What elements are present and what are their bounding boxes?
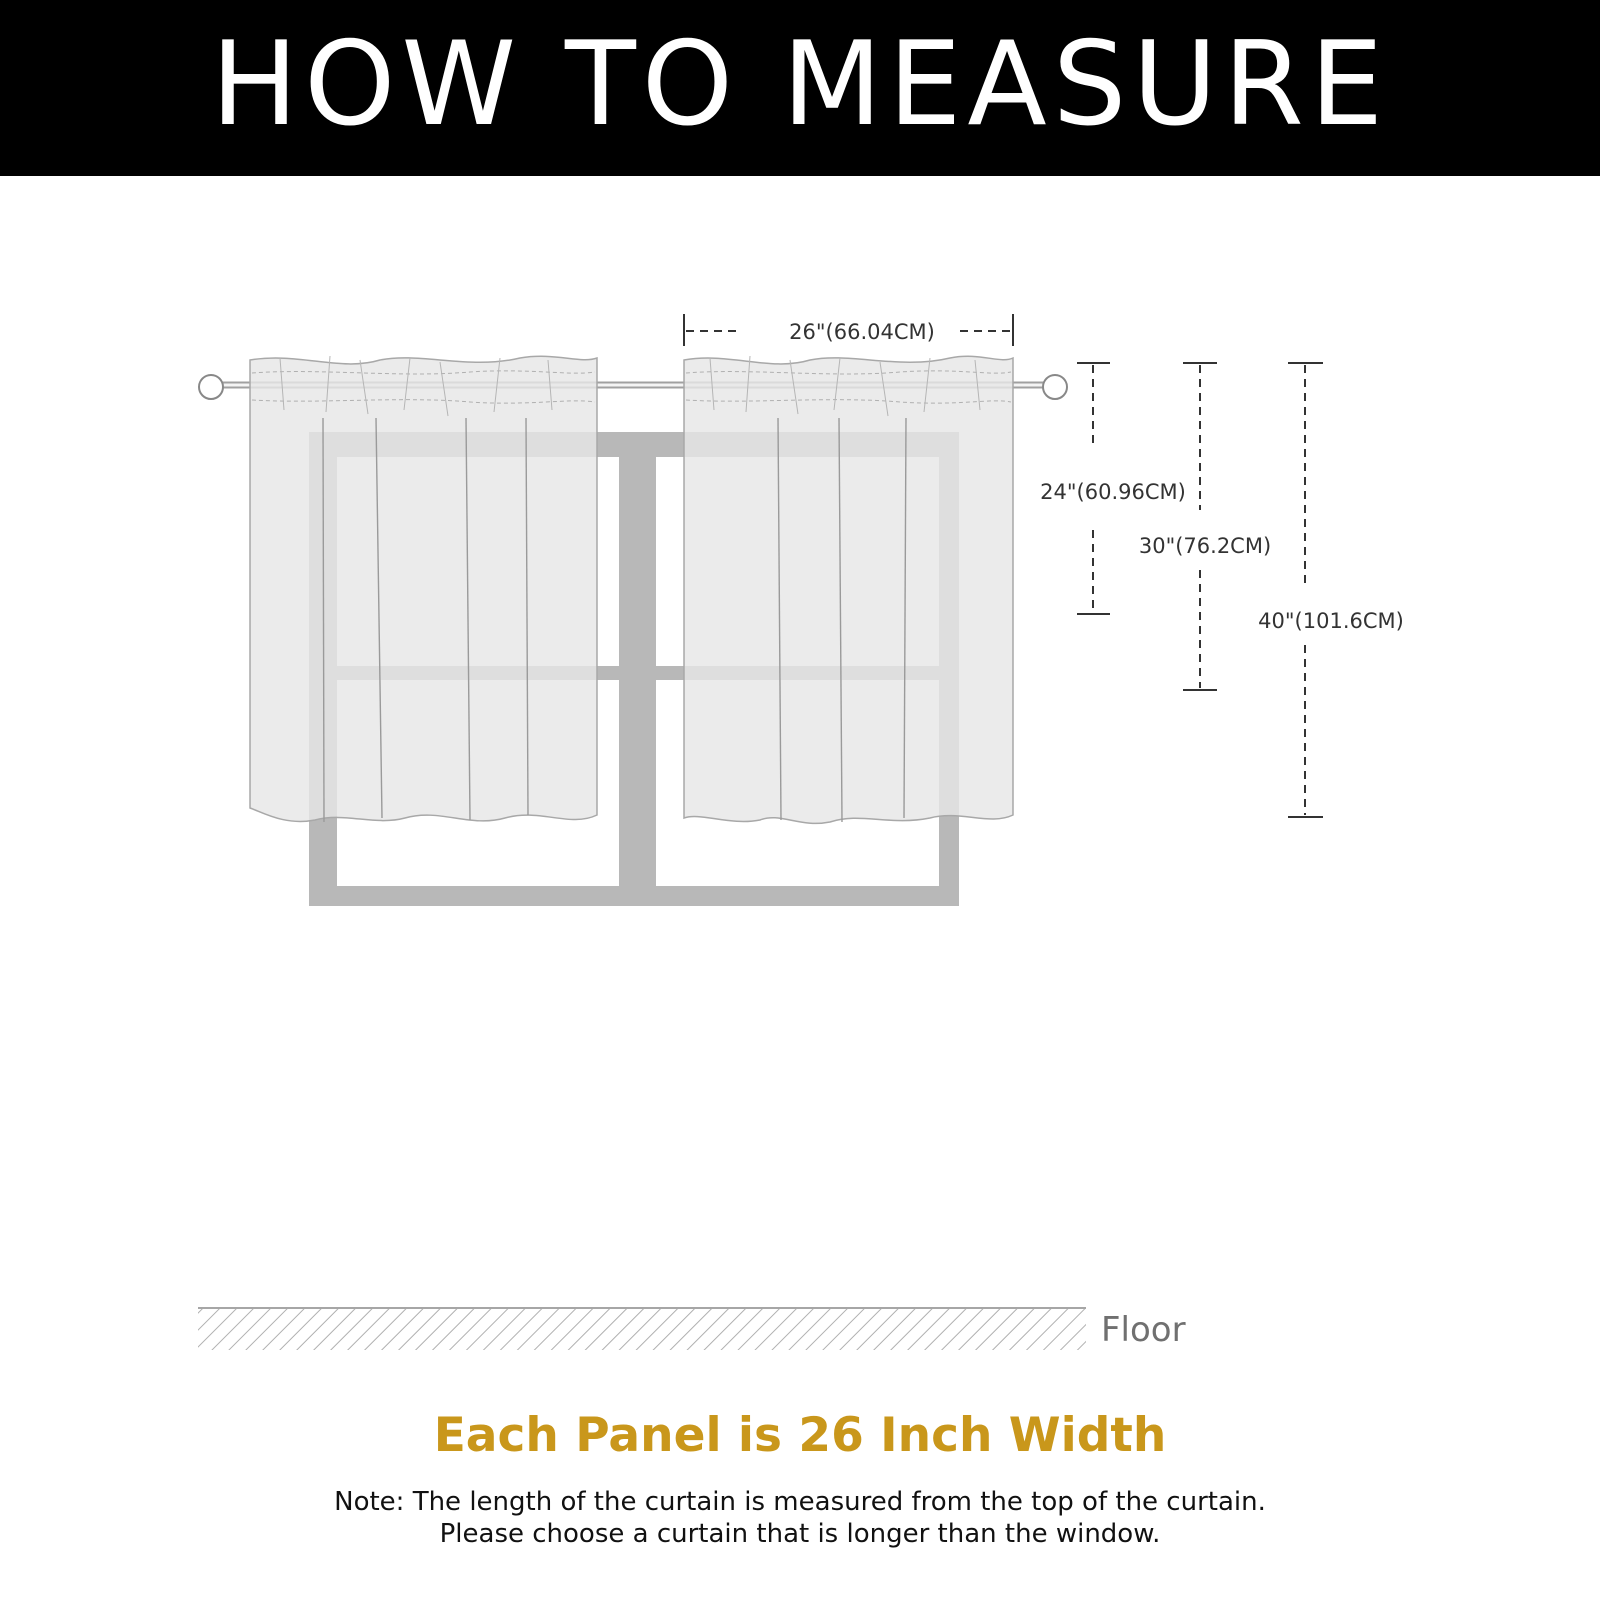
- note-line-2: Please choose a curtain that is longer than the window.: [439, 1519, 1161, 1549]
- header-banner: [0, 0, 1600, 176]
- length-dimension-40: [1258, 363, 1404, 817]
- panel-width-label: 26"(66.04CM): [789, 320, 935, 344]
- panel-width-headline: Each Panel is 26 Inch Width: [433, 1408, 1167, 1463]
- measurement-note: [0, 1486, 1600, 1550]
- length-label-24: 24"(60.96CM): [1040, 480, 1186, 504]
- length-label-30: 30"(76.2CM): [1138, 534, 1272, 558]
- curtain-panel-right: [684, 356, 1013, 823]
- page-title: HOW TO MEASURE: [210, 17, 1390, 152]
- length-label-40: 40"(101.6CM): [1258, 609, 1404, 633]
- length-dimension-24: [1040, 363, 1186, 614]
- curtain-panel-left: [250, 356, 597, 822]
- floor-line: [198, 1308, 1186, 1350]
- length-dimension-30: [1139, 363, 1271, 690]
- curtain-measure-diagram: [0, 176, 1600, 1386]
- floor-label: Floor: [1101, 1310, 1186, 1350]
- note-line-1: Note: The length of the curtain is measured from the top of the curtain.: [334, 1487, 1266, 1517]
- panel-width-dimension: [684, 314, 1013, 346]
